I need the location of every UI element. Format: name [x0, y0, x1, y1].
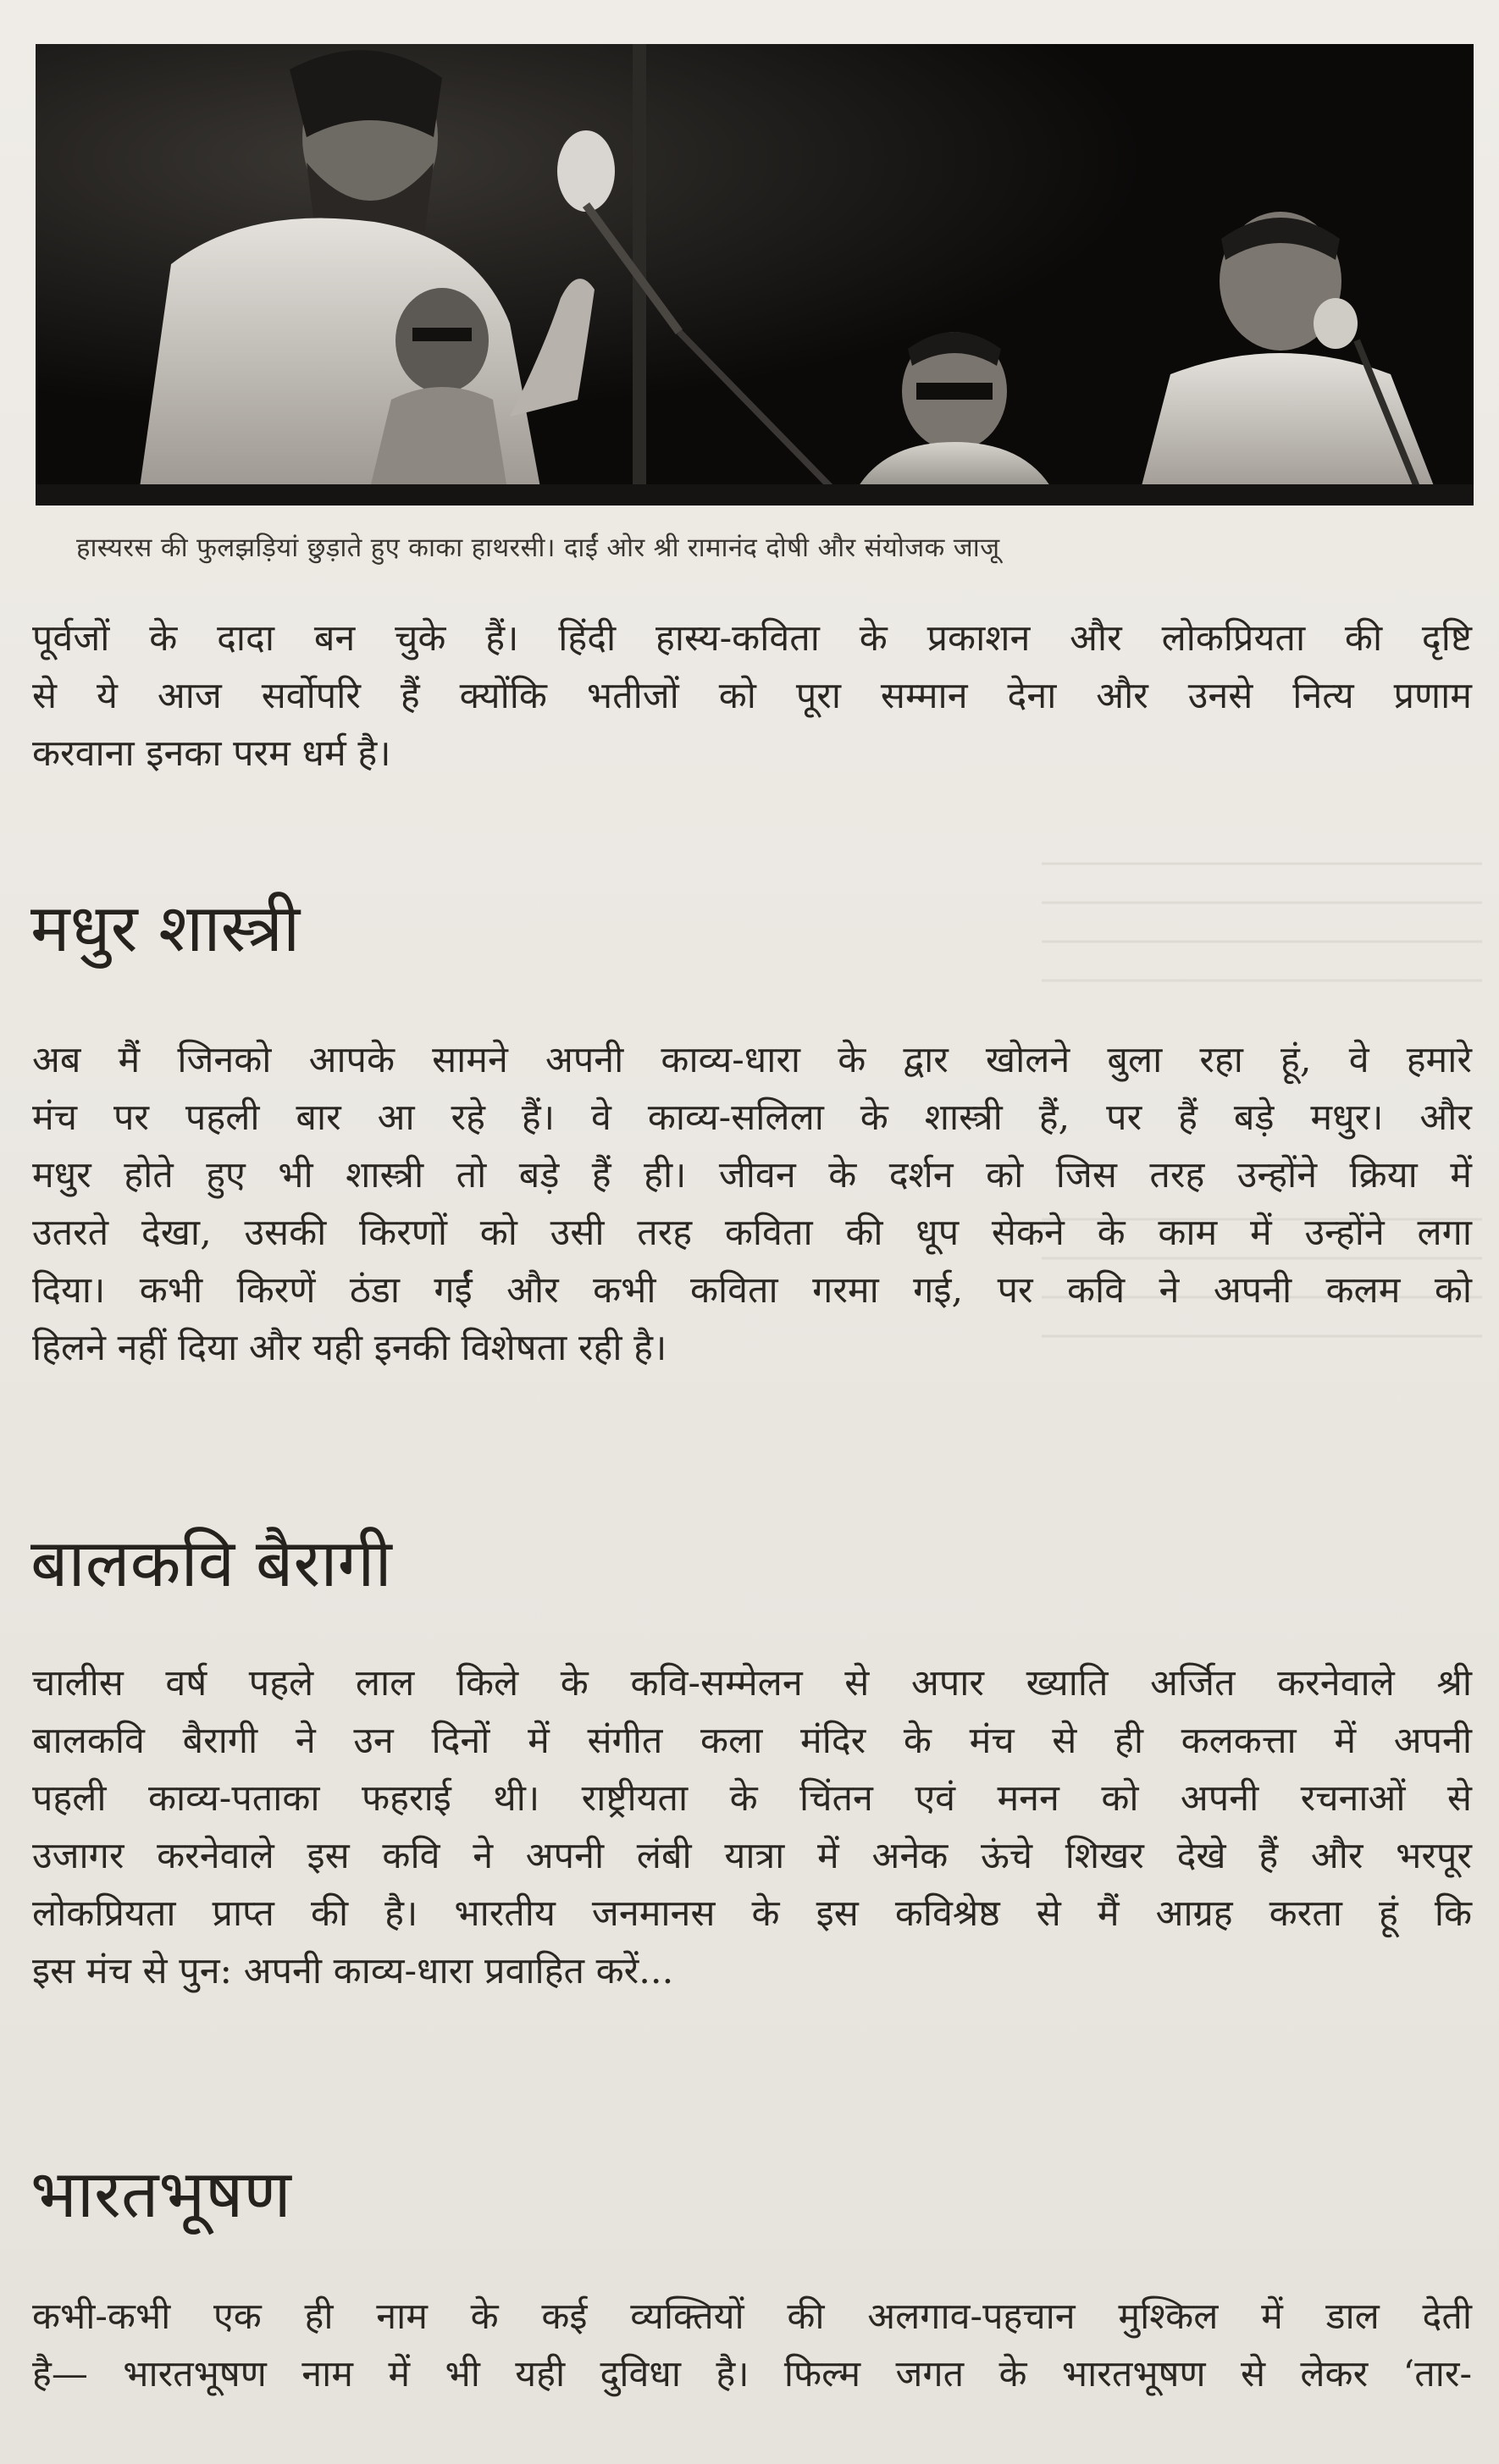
text-line: अब मैं जिनको आपके सामने अपनी काव्य-धारा के द्वार खोलने बुला रहा हूं, वे हमारे — [32, 1039, 1472, 1081]
section-heading-bharatbhushan: भारतभूषण — [30, 2157, 291, 2233]
text-line: करवाना इनका परम धर्म है। — [32, 732, 391, 775]
text-line: चालीस वर्ष पहले लाल किले के कवि-सम्मेलन से अपार ख्याति अर्जित करनेवाले श्री — [32, 1662, 1472, 1704]
section-paragraph-madhur-shastri — [32, 1031, 1472, 1377]
section-paragraph-bharatbhushan — [32, 2288, 1472, 2403]
text-line: मधुर होते हुए भी शास्त्री तो बड़े हैं ही। जीवन के दर्शन को जिस तरह उन्होंने क्रिया में — [32, 1154, 1472, 1196]
text-line: हिलने नहीं दिया और यही इनकी विशेषता रही है। — [32, 1327, 667, 1369]
section-paragraph-balkavi-bairagi — [32, 1655, 1472, 2000]
text-line: से ये आज सर्वोपरि हैं क्योंकि भतीजों को पूरा सम्मान देना और उनसे नित्य प्रणाम — [32, 675, 1472, 717]
text-line: पहली काव्य-पताका फहराई थी। राष्ट्रीयता के चिंतन एवं मनन को अपनी रचनाओं से — [32, 1777, 1472, 1820]
text-line: उतरते देखा, उसकी किरणों को उसी तरह कविता की धूप सेकने के काम में उन्होंने लगा — [32, 1212, 1472, 1254]
section-heading-balkavi-bairagi: बालकवि बैरागी — [30, 1526, 392, 1602]
event-photograph — [36, 44, 1474, 506]
photo-caption: हास्यरस की फुलझड़ियां छुड़ाते हुए काका हाथरसी। दाईं ओर श्री रामानंद दोषी और संयोजक जाजू — [76, 533, 1000, 563]
section-heading-madhur-shastri: मधुर शास्त्री — [30, 891, 301, 967]
text-line: उजागर करनेवाले इस कवि ने अपनी लंबी यात्रा में अनेक ऊंचे शिखर देखे हैं और भरपूर — [32, 1835, 1472, 1877]
intro-paragraph — [32, 610, 1472, 782]
text-line: मंच पर पहली बार आ रहे हैं। वे काव्य-सलिला के शास्त्री हैं, पर हैं बड़े मधुर। और — [32, 1097, 1472, 1139]
text-line: इस मंच से पुन: अपनी काव्य-धारा प्रवाहित करें... — [32, 1950, 674, 1992]
text-line: पूर्वजों के दादा बन चुके हैं। हिंदी हास्य-कविता के प्रकाशन और लोकप्रियता की दृष्टि — [32, 617, 1472, 660]
text-line: कभी-कभी एक ही नाम के कई व्यक्तियों की अलगाव-पहचान मुश्किल में डाल देती — [32, 2295, 1472, 2338]
text-line: लोकप्रियता प्राप्त की है। भारतीय जनमानस के इस कविश्रेष्ठ से मैं आग्रह करता हूं कि — [32, 1892, 1472, 1935]
text-line: बालकवि बैरागी ने उन दिनों में संगीत कला मंदिर के मंच से ही कलकत्ता में अपनी — [32, 1720, 1472, 1762]
text-line: दिया। कभी किरणें ठंडा गईं और कभी कविता गरमा गई, पर कवि ने अपनी कलम को — [32, 1269, 1472, 1312]
text-line: है— भारतभूषण नाम में भी यही दुविधा है। फिल्म जगत के भारतभूषण से लेकर ‘तार- — [32, 2353, 1472, 2395]
